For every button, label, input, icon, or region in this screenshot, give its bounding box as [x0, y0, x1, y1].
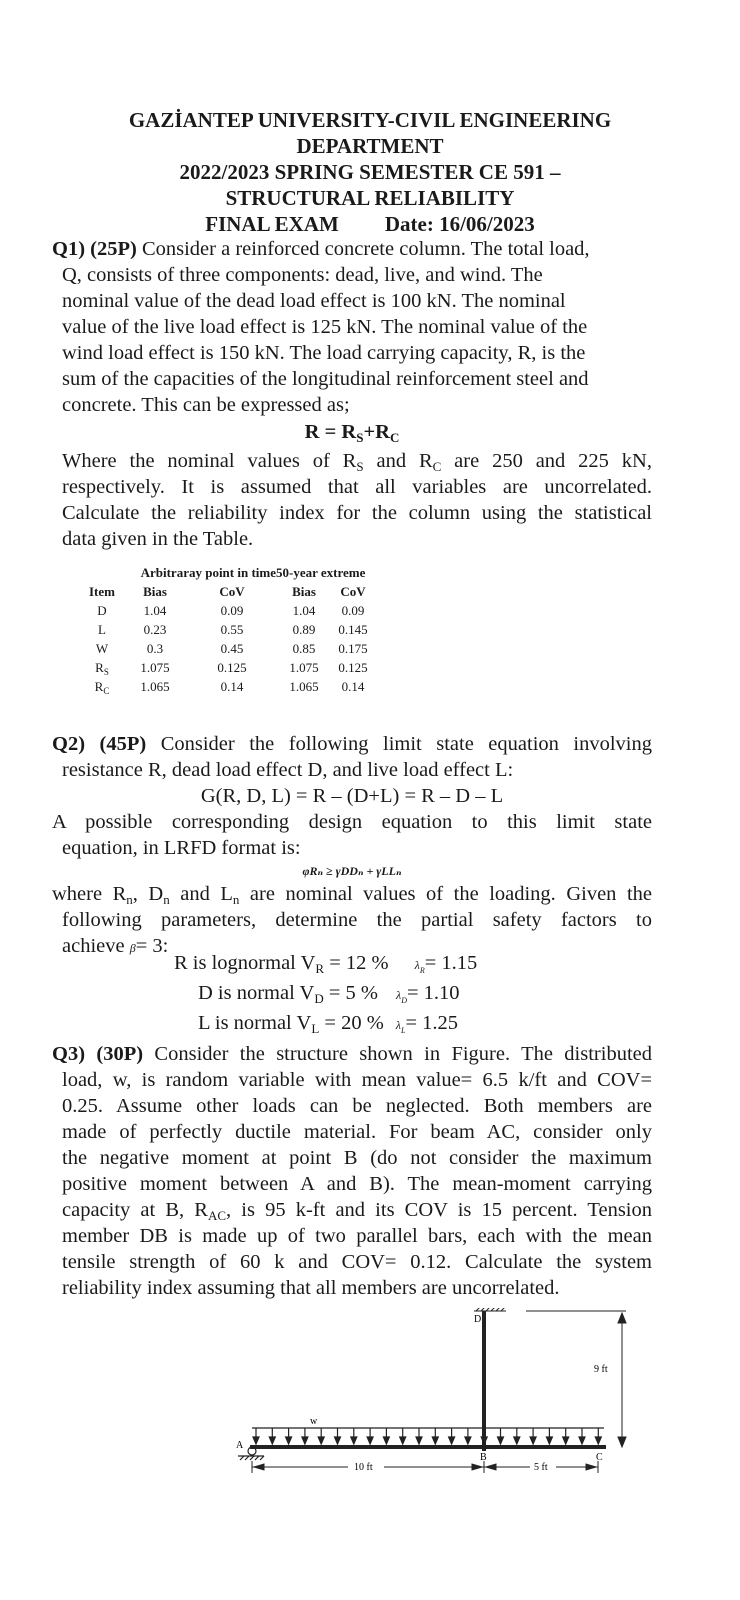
q1-line: wind load effect is 150 kN. The load carrying capacity, R, is the [62, 342, 586, 364]
exam-title: FINAL EXAM [205, 212, 339, 236]
header-exam-line [60, 211, 680, 237]
table-row [82, 620, 374, 639]
cell-item: L [98, 622, 106, 637]
q1-line: Consider a reinforced concrete column. The total load, [136, 238, 590, 260]
header-semester: 2022/2023 SPRING SEMESTER CE 591 – [179, 160, 561, 184]
q3-line: 0.25. Assume other loads can be neglected. Both members are [62, 1095, 652, 1117]
q2-line: resistance R, dead load effect D, and live load effect L: [62, 759, 514, 781]
col-header: CoV [219, 584, 245, 599]
cell: 0.14 [341, 679, 365, 694]
cell: 1.065 [140, 679, 170, 694]
cell: 1.04 [143, 603, 167, 618]
load-arrow-head [269, 1437, 275, 1444]
top-support [474, 1308, 506, 1311]
q1-equation: $R = R_S+R_C$ [304, 421, 400, 445]
group-arbitrary: Arbitraray point in time [140, 565, 276, 580]
load-arrow-head [318, 1437, 324, 1444]
load-arrow-head [465, 1437, 471, 1444]
param-d: D is normal $V_D = 5$ % $\lambda_D= 1.10$ [198, 982, 460, 1006]
cell: 1.04 [292, 603, 316, 618]
label-a: A [236, 1440, 244, 1451]
load-arrow-head [579, 1437, 585, 1444]
question-3 [52, 1041, 652, 1301]
load-arrow-head [498, 1437, 504, 1444]
load-arrow-head [514, 1437, 520, 1444]
q1-label: Q1) (25P) [52, 238, 137, 260]
cell: 0.145 [338, 622, 368, 637]
question-1 [52, 236, 652, 552]
group-extreme: 50-year extreme [276, 565, 366, 580]
header-university: GAZİANTEP UNIVERSITY-CIVIL ENGINEERING [128, 108, 612, 132]
load-arrow-head [335, 1437, 341, 1444]
dim-bc-label: 5 ft [534, 1462, 548, 1473]
label-w: w [310, 1416, 318, 1427]
cell: 0.23 [143, 622, 167, 637]
load-arrow-head [302, 1437, 308, 1444]
q1-line: value of the live load effect is 125 kN. The nominal value of the [62, 316, 588, 338]
load-arrow-head [253, 1437, 259, 1444]
cell-item: W [95, 641, 109, 656]
load-arrow-head [400, 1437, 406, 1444]
q1-line: data given in the Table. [62, 528, 254, 550]
q1-line: Q, consists of three components: dead, live, and wind. The [62, 264, 543, 286]
q3-line: tensile strength of 60 k and COV= 0.12. Calculate the system [62, 1251, 652, 1273]
q2-line: following parameters, determine the partial safety factors to [62, 909, 652, 931]
q1-line: respectively. It is assumed that all variables are uncorrelated. [62, 476, 652, 498]
question-2 [52, 731, 652, 961]
table-row [82, 601, 374, 620]
q2-limit-state-equation: G(R, D, L) = R – (D+L) = R – D – L [200, 785, 504, 807]
table-row [82, 639, 374, 658]
cell: 0.125 [217, 660, 247, 675]
load-arrow-head [546, 1437, 552, 1444]
load-arrow-head [432, 1437, 438, 1444]
cell: 0.175 [338, 641, 368, 656]
dim-height [618, 1313, 626, 1447]
q3-line: Consider the structure shown in Figure. The distributed [143, 1043, 652, 1065]
load-arrow-head [416, 1437, 422, 1444]
q3-line: load, w, is random variable with mean value= 6.5 k/ft and COV= [62, 1069, 652, 1091]
q1-line: concrete. This can be expressed as; [62, 394, 350, 416]
q2-line: A possible corresponding design equation to this limit state [52, 811, 652, 833]
cell: 0.89 [292, 622, 316, 637]
statistics-table [82, 563, 374, 696]
cell-item: $R_C$ [94, 679, 110, 696]
table-header-row [82, 582, 374, 601]
q3-label: Q3) (30P) [52, 1043, 144, 1065]
col-header: CoV [340, 584, 366, 599]
cell: 1.075 [140, 660, 170, 675]
cell: 1.065 [289, 679, 319, 694]
header-department: DEPARTMENT [296, 134, 444, 158]
cell: 0.55 [220, 622, 244, 637]
load-arrow-head [449, 1437, 455, 1444]
q3-line: positive moment between A and B). The mean-moment carrying [62, 1173, 652, 1195]
cell: 0.09 [341, 603, 365, 618]
label-c: C [596, 1452, 603, 1463]
q3-line: the negative moment at point B (do not consider the maximum [62, 1147, 652, 1169]
cell-item: $R_S$ [95, 660, 109, 677]
q1-line: sum of the capacities of the longitudinal reinforcement steel and [62, 368, 589, 390]
load-arrow-head [351, 1437, 357, 1444]
cell: 0.14 [220, 679, 244, 694]
cell: 0.3 [146, 641, 164, 656]
param-l: L is normal $V_L = 20$ % $\lambda_L= 1.25$ [198, 1012, 458, 1036]
cell: 1.075 [289, 660, 319, 675]
cell: 0.125 [338, 660, 368, 675]
col-header: Bias [143, 584, 167, 599]
q2-line: where $R_n$, $D_n$ and $L_n$ are nominal values of the loading. Given the [52, 883, 652, 907]
load-arrow-head [367, 1437, 373, 1444]
header-course: STRUCTURAL RELIABILITY [225, 186, 515, 210]
load-arrow-head [563, 1437, 569, 1444]
beam-ac [250, 1445, 606, 1449]
q3-line: capacity at B, $R_{AC}$, is 95 k-ft and its COV is 15 percent. Tension [62, 1199, 652, 1223]
label-b: B [480, 1452, 487, 1463]
label-d: D [474, 1314, 482, 1325]
q2-line: equation, in LRFD format is: [62, 837, 301, 859]
table-row [82, 658, 374, 677]
q1-line: Where the nominal values of $R_S$ and $R_C$ are 250 and 225 kN, [62, 450, 652, 474]
param-r: R is lognormal $V_R = 12$ % $\lambda_R= 1.15$ [174, 952, 478, 976]
q2-line: achieve β= 3: [62, 935, 169, 957]
q2-label: Q2) (45P) [52, 733, 147, 755]
q3-line: member DB is made up of two parallel bars, each with the mean [62, 1225, 652, 1247]
col-header: Bias [292, 584, 316, 599]
q2-design-equation: φRₙ ≥ γDDₙ + γLLₙ [302, 864, 402, 878]
col-header: Item [89, 584, 115, 599]
table-group-header [82, 563, 374, 582]
load-arrow-head [286, 1437, 292, 1444]
load-arrow-head [383, 1437, 389, 1444]
exam-date: Date: 16/06/2023 [384, 212, 535, 236]
cell: 0.45 [220, 641, 244, 656]
q2-line: Consider the following limit state equation involving [146, 733, 652, 755]
structure-figure [230, 1308, 650, 1508]
q1-line: nominal value of the dead load effect is 100 kN. The nominal [62, 290, 566, 312]
cell: 0.09 [220, 603, 244, 618]
load-arrow-head [595, 1437, 601, 1444]
load-arrow-head [530, 1437, 536, 1444]
q3-line: reliability index assuming that all members are uncorrelated. [62, 1277, 560, 1299]
cell: 0.85 [292, 641, 316, 656]
cell-item: D [97, 603, 107, 618]
beta-symbol: β [129, 941, 136, 955]
q3-line: made of perfectly ductile material. For beam AC, consider only [62, 1121, 652, 1143]
distributed-load [252, 1428, 604, 1444]
table-row [82, 677, 374, 696]
dim-ab-label: 10 ft [354, 1462, 373, 1473]
q1-line: Calculate the reliability index for the column using the statistical [62, 502, 652, 524]
dim-height-label: 9 ft [594, 1364, 608, 1375]
